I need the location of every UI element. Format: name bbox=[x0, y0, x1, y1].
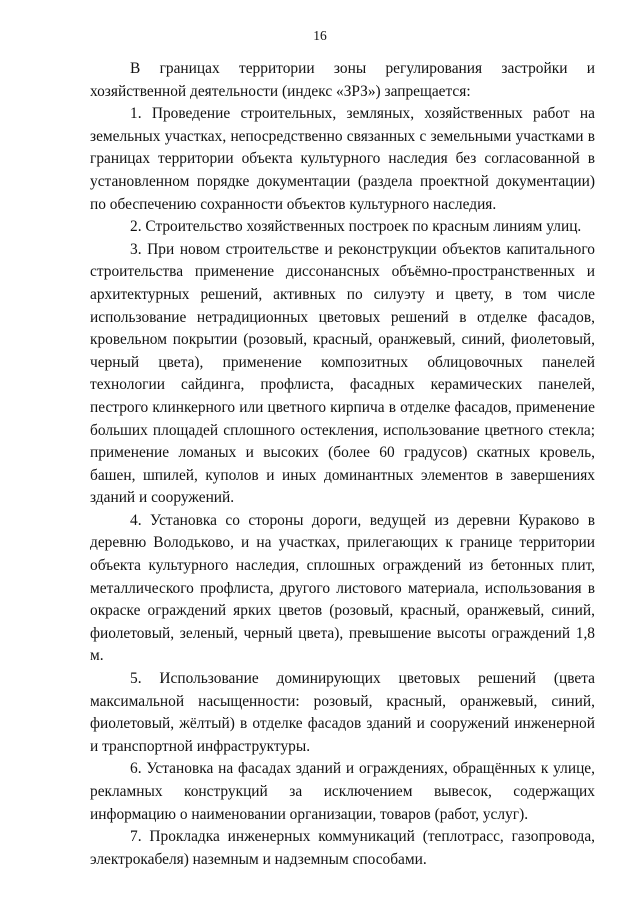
list-item-1: 1. Проведение строительных, земляных, хозяйственных работ на земельных участках, непосредственно связанных с земельными участками в границах территории объекта культурного наследия без согласованной в установленном порядке документации (раздела проектной документации) по обеспечению сохранности объектов культурного наследия. bbox=[90, 105, 595, 213]
list-item-5: 5. Использование доминирующих цветовых решений (цвета максимальной насыщенности: розовый, красный, оранжевый, синий, фиолетовый, жёлтый) в отделке фасадов зданий и сооружений инженерной и транспортной инфраструктуры. bbox=[90, 670, 595, 755]
list-item-3: 3. При новом строительстве и реконструкции объектов капитального строительства применение диссонансных объёмно-пространственных и архитектурных решений, активных по силуэту и цвету, в том числе использование нетрадиционных цветовых решений в отделке фасадов, кровельном покрытии (розовый, красный, оранжевый, синий, фиолетовый, черный цвета), применение композитных облицовочных панелей технологии сайдинга, профлиста, фасадных керамических панелей, пестрого клинкерного или цветного кирпича в отделке фасадов, применение больших площадей сплошного остекления, использование цветного стекла; применение ломаных и высоких (более 60 градусов) скатных кровель, башен, шпилей, куполов и иных доминантных элементов в завершениях зданий и сооружений. bbox=[90, 240, 595, 507]
page-number: 16 bbox=[313, 28, 327, 43]
list-item-7: 7. Прокладка инженерных коммуникаций (теплотрасс, газопровода, электрокабеля) наземным и надземным способами. bbox=[90, 828, 595, 868]
list-item-2: 2. Строительство хозяйственных построек по красным линиям улиц. bbox=[130, 218, 582, 236]
intro-paragraph: В границах территории зоны регулирования застройки и хозяйственной деятельности (индекс «ЗРЗ») запрещается: bbox=[90, 60, 595, 100]
list-item-6: 6. Установка на фасадах зданий и ограждениях, обращённых к улице, рекламных конструкций за исключением вывесок, содержащих информацию о наименовании организации, товаров (работ, услуг). bbox=[90, 760, 595, 823]
document-body bbox=[90, 58, 595, 871]
list-item-4: 4. Установка со стороны дороги, ведущей из деревни Кураково в деревню Володьково, и на участках, прилегающих к границе территории объекта культурного наследия, сплошных ограждений из бетонных плит, металлического профлиста, другого листового материала, использования в окраске ограждений ярких цветов (розовый, красный, оранжевый, синий, фиолетовый, зеленый, черный цвета), превышение высоты ограждений 1,8 м. bbox=[90, 511, 595, 665]
